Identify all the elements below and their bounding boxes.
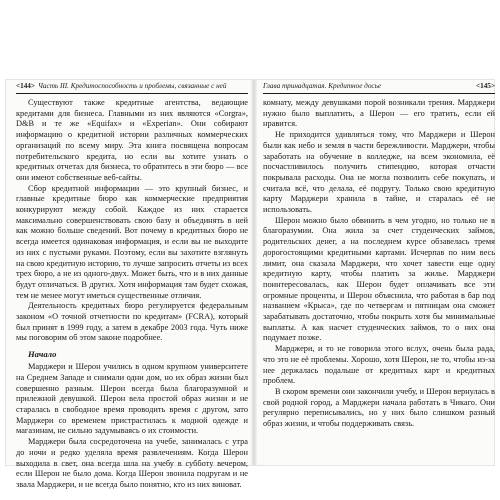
- paragraph: Сбор кредитной информации — это крупный бизнес, и главные кредитные бюро как коммерческие предприятия конкурируют между собой. Каждое из них старается максимально совершенствовать свою базу и объединять в ней как можно больше сведений. Вот почему в кредитных бюро не всегда имеется одинаковая информация, и если вы не выходите из них с пустыми руками. Поэтому, если вы захотите взглянуть на свою кредитную историю, то лучше запросить отчеты из всех трех бюро, а не из одного-двух. Может быть, что и в них данные будут отличаться. В других. Хотя информация там будет схожая, тем не менее могут иметься существенные отличия.: [16, 183, 248, 300]
- right-running-head-text: Глава тринадцатая. Кредитное досье: [263, 82, 382, 90]
- paragraph: Существуют также кредитные агентства, ведающие кредитами для бизнеса. Главными из них являются «Corgra», D&B и те же «Equifax» и «Experian». Они собирают информацию о кредитной истории различных коммерческих организаций по всему миру. Эта книга посвящена вопросам потребительского кредита, но если вы хотите узнать о кредитных отчетах для бизнеса, то обратитесь в эти бюро — все они имеют собственные веб-сайты.: [16, 98, 248, 182]
- paragraph: Шерон можно было обвинить в чем угодно, но только не в благоразумии. Она жила за счет студенческих займов, родительских денег, а на последнем курсе обзавелась тремя дорогостоящими кредитными картами. Исчерпав по ним весь лимит, она сказала Марджери, что хочет завести еще одну кредитную карту, чтобы платить за жилье. Марджери поинтересовалась, как Шерон будет оплачивать все эти огромные проценты, и Шерон объяснила, что работая в бар под названием «Крыса», где по четвергам и пятницам она сможет зарабатывать достаточно, чтобы покрыть хотя бы минимальные выплаты. А как насчет студенческих займов, то о них она подумает позже.: [263, 215, 495, 343]
- right-page-body: [263, 98, 495, 430]
- paragraph: Не приходится удивляться тому, что Марджери и Шерон были как небо и земля в части бережливости. Марджери, чтобы заработать на обучение в колледже, на всем экономила, её посчастливилось получить стипендию, которая отчасти покрывала расходы. Она не могла позволить себе покупать, и считала всё, что делала, её подругу. Только свою кредитную карту Марджери хранила в тайне, и старалась её не использовать.: [263, 130, 495, 215]
- paragraph: В скором времени они закончили учебу, и Шерон вернулась в свой родной город, а Марджери начала работать в Чикаго. Они регулярно переписывались, но у них было слишком разный образ жизни, и чтобы поддерживать связь.: [263, 386, 495, 429]
- left-running-head: [16, 80, 248, 94]
- left-page: [16, 80, 248, 489]
- book-gutter: [251, 80, 257, 465]
- paragraph: комнату, между девушками порой возникали трения. Марджери нужно было выплатить, а Шерон — его тратить, если ей нравится.: [263, 98, 495, 129]
- left-page-number: <144>: [16, 82, 35, 90]
- right-page-number: <145>: [476, 82, 495, 90]
- paragraph: Марджери, и то не говорила этого вслух, очень была рада, что это не её проблемы. Хорошо, хотя Шерон, не то, чтобы из-за нее держалась подальше от кредитных карт и кредитных проблем.: [263, 344, 495, 386]
- paragraph: Марджери и Шерон учились в одном крупном университете на Среднем Западе и снимали одни дом, но их образ жизни был совершенно разным. Шерон всегда была благоразумной и прилежной девушкой. Шерон вела простой образ жизни и не старалась в свободное время проводить время с другом, зато Марджери со временем пристрастилась к модной одежде и магазинам, не сильно задумываясь о их стоимости.: [16, 362, 248, 436]
- paragraph: Марджери была сосредоточена на учебе, занималась с утра до ночи и редко уделяла время развлечениям. Когда Шерон выходила в свет, она всегда шла на учебу в субботу вечером, если Шерон не было дома. Когда Шерон звонила подругам и не звала Марджери, и не всегда было понятно, кто из них виноват.: [16, 437, 248, 489]
- section-heading: Начало: [28, 349, 57, 360]
- right-page: [263, 80, 495, 465]
- book-spread: [6, 80, 495, 489]
- left-page-body: [16, 98, 248, 491]
- right-running-head: [263, 80, 495, 94]
- paragraph: Деятельность кредитных бюро регулируется федеральным законом «О точной отчетности по кредитам» (FCRA), который был принят в 1999 году, а затем в декабре 2003 года. Чуть ниже мы поговорим об этом законе подробнее.: [16, 301, 248, 343]
- left-running-head-text: Часть III. Кредитоспособность и проблемы, связанные с ней: [37, 82, 227, 90]
